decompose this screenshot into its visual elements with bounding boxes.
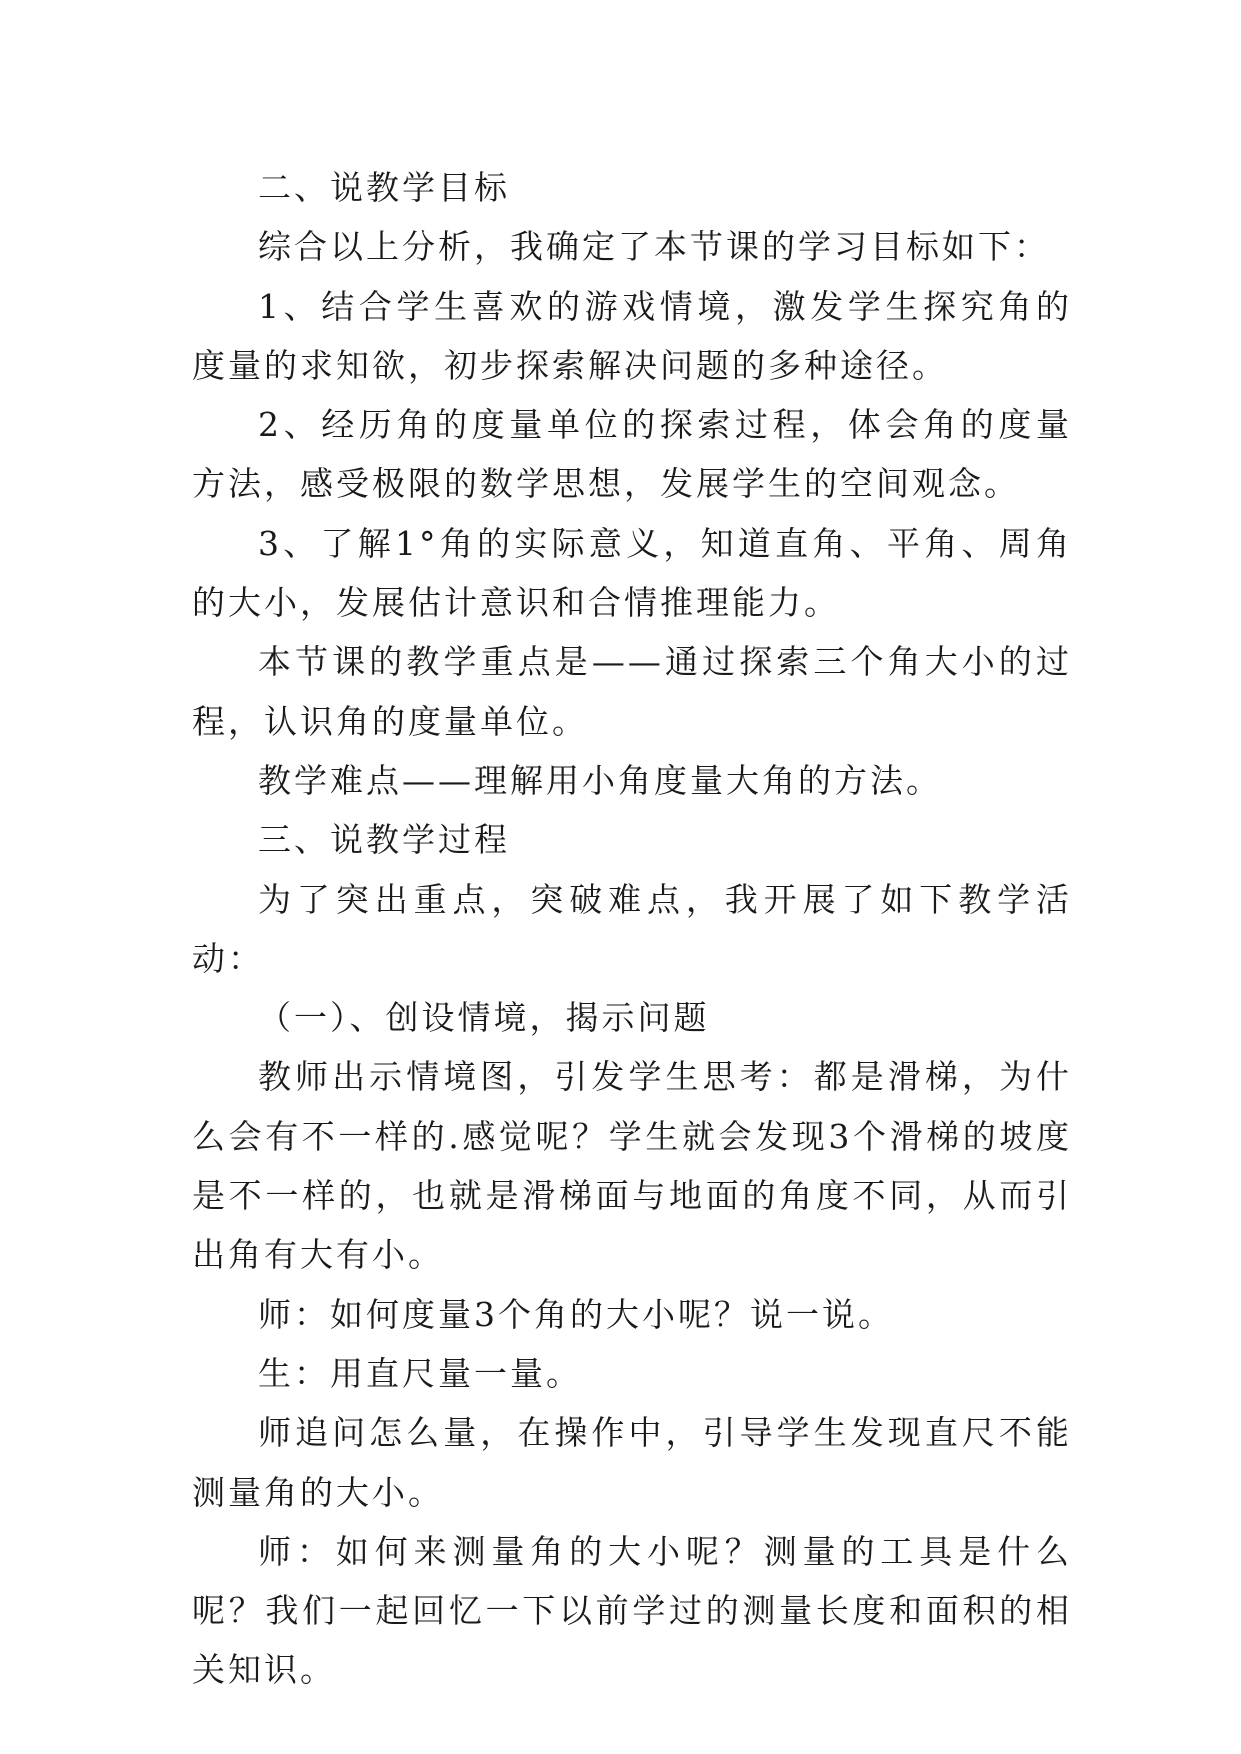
section-heading-teaching-process: 三、说教学过程	[258, 820, 510, 860]
dialogue-line: 师：如何来测量角的大小呢？测量的工具是什么呢？我们一起回忆一下以前学过的测量长度和面积的相关知识。	[192, 1531, 1072, 1690]
paragraph: 教师出示情境图，引发学生思考：都是滑梯，为什么会有不一样的.感觉呢？学生就会发现3个滑梯的坡度是不一样的，也就是滑梯面与地面的角度不同，从而引出角有大有小。	[192, 1057, 1072, 1275]
paragraph: 为了突出重点，突破难点，我开展了如下教学活动：	[192, 879, 1072, 978]
dialogue-line: 师：如何度量3个角的大小呢？说一说。	[258, 1294, 894, 1334]
teaching-difficulty: 教学难点——理解用小角度量大角的方法。	[258, 760, 942, 800]
goal-item-2: 2、经历角的度量单位的探索过程，体会角的度量方法，感受极限的数学思想，发展学生的空间观念。	[192, 405, 1072, 504]
document-body	[192, 158, 1072, 1700]
goal-item-1: 1、结合学生喜欢的游戏情境，激发学生探究角的度量的求知欲，初步探索解决问题的多种途径。	[192, 286, 1072, 385]
teaching-key-point: 本节课的教学重点是——通过探索三个角大小的过程，认识角的度量单位。	[192, 642, 1072, 741]
goal-item-3: 3、了解1°角的实际意义，知道直角、平角、周角的大小，发展估计意识和合情推理能力。	[192, 523, 1072, 623]
paragraph: 师追问怎么量，在操作中，引导学生发现直尺不能测量角的大小。	[192, 1413, 1072, 1512]
subsection-heading: （一）、创设情境，揭示问题	[258, 998, 710, 1038]
paragraph: 综合以上分析，我确定了本节课的学习目标如下：	[258, 227, 1050, 267]
dialogue-line: 生：用直尺量一量。	[258, 1353, 582, 1393]
section-heading-teaching-goals: 二、说教学目标	[258, 168, 510, 207]
